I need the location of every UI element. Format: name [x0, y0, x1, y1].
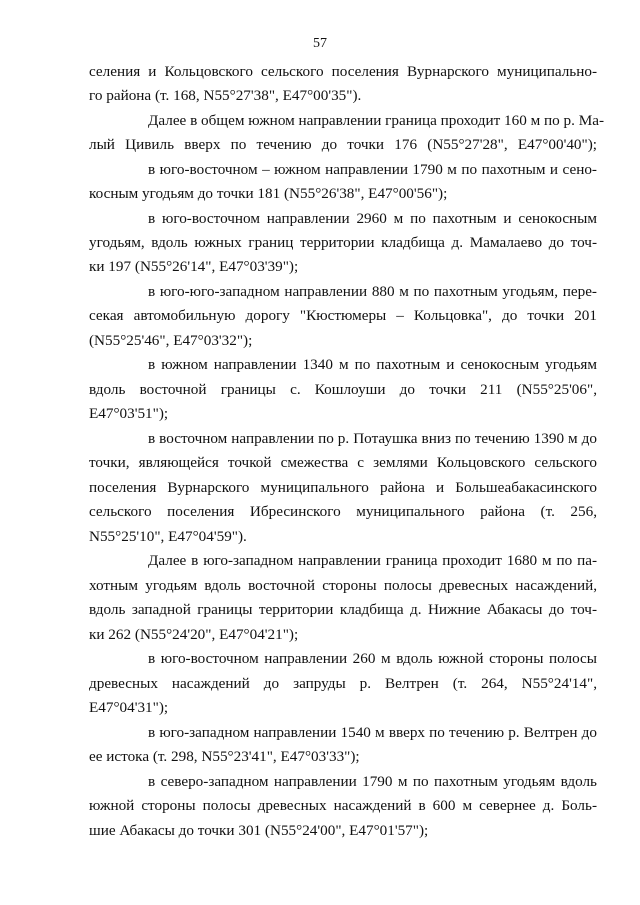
text-line: ки 262 (N55°24'20", E47°04'21");: [89, 626, 299, 643]
text-line: поселения Вурнарского муниципального района и Большеабакасинского: [89, 479, 597, 496]
text-line: Далее в общем южном направлении граница проходит 160 м по р. Ма-: [148, 112, 605, 129]
text-line: в юго-восточном направлении 2960 м по пахотным и сенокосным: [148, 210, 597, 227]
text-line: в юго-западном направлении 1540 м вверх по течению р. Велтрен до: [148, 724, 597, 741]
text-line: E47°04'31");: [89, 699, 169, 716]
text-line: шие Абакасы до точки 301 (N55°24'00", E47°01'57");: [89, 822, 429, 839]
text-line: косным угодьям до точки 181 (N55°26'38", E47°00'56");: [89, 185, 448, 202]
text-line: вдоль западной границы территории кладбища д. Нижние Абакасы до точ-: [89, 601, 597, 618]
text-line: (N55°25'46", E47°03'32");: [89, 332, 253, 349]
page-number: 57: [313, 36, 327, 51]
text-line: южной стороны полосы древесных насаждений в 600 м севернее д. Боль-: [89, 797, 597, 814]
text-line: лый Цивиль вверх по течению до точки 176 (N55°27'28", E47°00'40");: [89, 136, 597, 153]
text-line: вдоль восточной границы с. Кошлоуши до точки 211 (N55°25'06",: [89, 381, 597, 398]
text-line: древесных насаждений до запруды р. Велтрен (т. 264, N55°24'14",: [89, 675, 597, 692]
text-line: угодьям, вдоль южных границ территории кладбища д. Мамалаево до точ-: [89, 234, 597, 251]
text-line: E47°03'51");: [89, 405, 169, 422]
text-line: в восточном направлении по р. Потаушка вниз по течению 1390 м до: [148, 430, 597, 447]
text-line: в юго-восточном направлении 260 м вдоль южной стороны полосы: [148, 650, 597, 667]
text-line: сельского поселения Ибресинского муниципального района (т. 256,: [89, 503, 597, 520]
text-line: Далее в юго-западном направлении граница проходит 1680 м по па-: [148, 552, 597, 569]
text-line: точки, являющейся точкой смежества с землями Кольцовского сельского: [89, 454, 597, 471]
text-line: ки 197 (N55°26'14", E47°03'39");: [89, 258, 299, 275]
text-line: хотным угодьям вдоль восточной стороны полосы древесных насаждений,: [89, 577, 597, 594]
text-line: в южном направлении 1340 м по пахотным и сенокосным угодьям: [148, 356, 597, 373]
text-line: в юго-юго-западном направлении 880 м по пахотным угодьям, пере-: [148, 283, 597, 300]
text-line: в северо-западном направлении 1790 м по пахотным угодьям вдоль: [148, 773, 597, 790]
text-line: секая автомобильную дорогу "Кюстюмеры – Кольцовка", до точки 201: [89, 307, 597, 324]
text-line: го района (т. 168, N55°27'38", E47°00'35").: [89, 87, 362, 104]
text-line: ее истока (т. 298, N55°23'41", E47°03'33");: [89, 748, 360, 765]
text-line: N55°25'10", E47°04'59").: [89, 528, 247, 545]
text-line: селения и Кольцовского сельского поселения Вурнарского муниципально-: [89, 63, 597, 80]
text-line: в юго-восточном – южном направлении 1790 м по пахотным и сено-: [148, 161, 597, 178]
